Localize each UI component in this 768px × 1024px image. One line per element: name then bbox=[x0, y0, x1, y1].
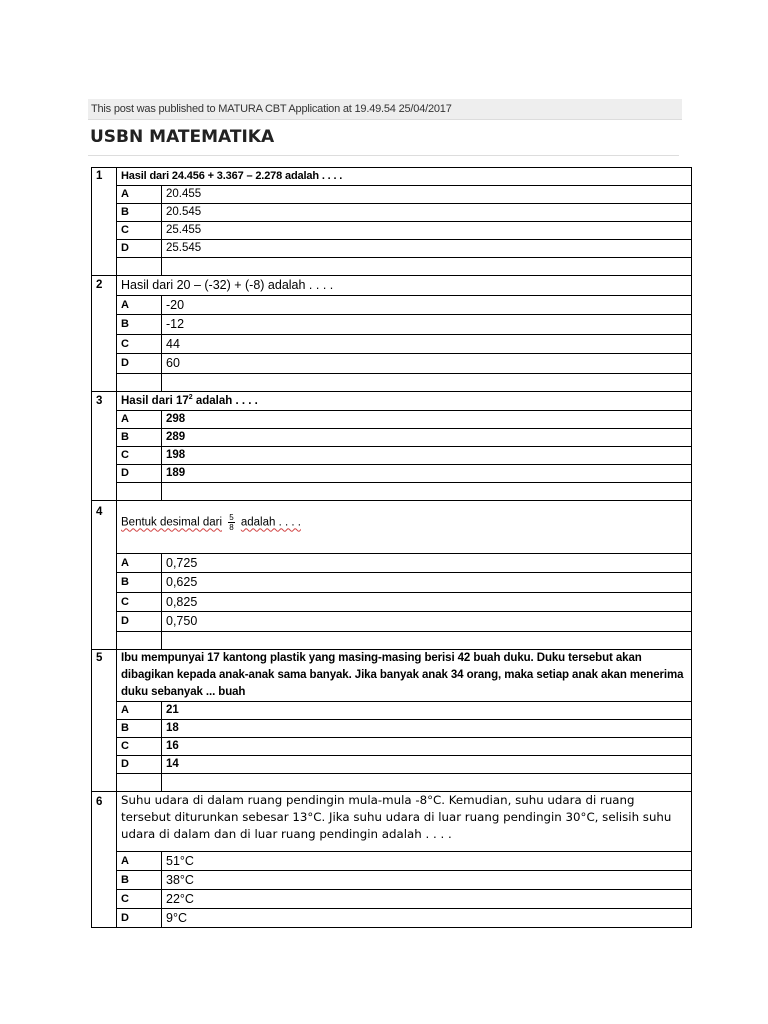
question-stem: Hasil dari 20 – (-32) + (-8) adalah . . . . bbox=[117, 276, 692, 296]
option-row bbox=[92, 186, 692, 204]
option-letter: B bbox=[117, 204, 162, 222]
option-value: 25.545 bbox=[162, 240, 692, 258]
option-value: 0,825 bbox=[162, 593, 692, 612]
option-row bbox=[92, 240, 692, 258]
publish-note-bar bbox=[88, 99, 682, 120]
question-stem-suffix: adalah . . . . bbox=[240, 516, 301, 529]
option-letter: A bbox=[117, 554, 162, 573]
option-value: 21 bbox=[162, 702, 692, 720]
option-value: 51°C bbox=[162, 852, 692, 871]
option-row bbox=[92, 612, 692, 632]
option-letter: D bbox=[117, 756, 162, 774]
option-value: 0,750 bbox=[162, 612, 692, 632]
option-row bbox=[92, 909, 692, 928]
question-stem bbox=[117, 392, 692, 411]
option-letter: B bbox=[117, 871, 162, 890]
question-6-row bbox=[92, 792, 692, 852]
option-letter: D bbox=[117, 612, 162, 632]
option-value: 9°C bbox=[162, 909, 692, 928]
question-stem: Ibu mempunyai 17 kantong plastik yang masing-masing berisi 42 buah duku. Duku tersebut akan dibagikan kepada anak-anak sama banyak. Jika banyak anak 34 orang, maka setiap anak akan menerima duku sebanyak ... buah bbox=[117, 650, 692, 702]
option-row bbox=[92, 315, 692, 335]
option-row bbox=[92, 204, 692, 222]
option-value: 20.455 bbox=[162, 186, 692, 204]
option-row bbox=[92, 756, 692, 774]
option-letter: B bbox=[117, 429, 162, 447]
question-table bbox=[91, 167, 692, 928]
option-value: 16 bbox=[162, 738, 692, 756]
option-row bbox=[92, 354, 692, 374]
option-letter: D bbox=[117, 465, 162, 483]
option-value: -12 bbox=[162, 315, 692, 335]
question-1-row bbox=[92, 168, 692, 186]
option-row bbox=[92, 554, 692, 573]
option-value: 14 bbox=[162, 756, 692, 774]
option-value: 38°C bbox=[162, 871, 692, 890]
option-value: -20 bbox=[162, 296, 692, 315]
option-letter: D bbox=[117, 354, 162, 374]
question-number: 2 bbox=[92, 276, 117, 392]
question-number: 1 bbox=[92, 168, 117, 276]
option-letter: C bbox=[117, 890, 162, 909]
question-number: 4 bbox=[92, 501, 117, 650]
option-value: 189 bbox=[162, 465, 692, 483]
option-letter: C bbox=[117, 593, 162, 612]
option-letter: C bbox=[117, 447, 162, 465]
option-letter: A bbox=[117, 702, 162, 720]
fraction bbox=[228, 513, 234, 532]
option-row bbox=[92, 335, 692, 354]
option-letter: A bbox=[117, 411, 162, 429]
option-letter: D bbox=[117, 909, 162, 928]
option-letter: A bbox=[117, 186, 162, 204]
option-row bbox=[92, 573, 692, 593]
title-divider bbox=[88, 155, 679, 156]
spacer-row bbox=[92, 258, 692, 276]
fraction-denominator: 8 bbox=[229, 523, 234, 532]
question-number: 6 bbox=[92, 792, 117, 928]
option-letter: A bbox=[117, 852, 162, 871]
question-4-row bbox=[92, 501, 692, 554]
option-letter: C bbox=[117, 222, 162, 240]
option-value: 22°C bbox=[162, 890, 692, 909]
question-stem bbox=[117, 501, 692, 554]
superscript-exponent: 2 bbox=[188, 394, 193, 402]
question-number: 3 bbox=[92, 392, 117, 501]
spacer-row bbox=[92, 774, 692, 792]
question-2-row bbox=[92, 276, 692, 296]
option-row bbox=[92, 465, 692, 483]
question-stem: Hasil dari 24.456 + 3.367 – 2.278 adalah . . . . bbox=[117, 168, 692, 186]
option-value: 0,625 bbox=[162, 573, 692, 593]
option-row bbox=[92, 720, 692, 738]
option-value: 0,725 bbox=[162, 554, 692, 573]
option-letter: C bbox=[117, 335, 162, 354]
option-letter: C bbox=[117, 738, 162, 756]
option-value: 298 bbox=[162, 411, 692, 429]
option-row bbox=[92, 411, 692, 429]
fraction-numerator: 5 bbox=[229, 513, 234, 522]
option-value: 18 bbox=[162, 720, 692, 738]
option-value: 25.455 bbox=[162, 222, 692, 240]
option-row bbox=[92, 296, 692, 315]
option-letter: A bbox=[117, 296, 162, 315]
question-number: 5 bbox=[92, 650, 117, 792]
question-stem-text: Bentuk desimal dari bbox=[121, 516, 222, 529]
option-letter: B bbox=[117, 720, 162, 738]
option-letter: B bbox=[117, 315, 162, 335]
question-stem-text: Hasil dari 17 bbox=[121, 395, 189, 407]
option-value: 60 bbox=[162, 354, 692, 374]
question-stem-suffix: adalah . . . . bbox=[192, 395, 258, 407]
option-row bbox=[92, 222, 692, 240]
option-value: 289 bbox=[162, 429, 692, 447]
question-3-row bbox=[92, 392, 692, 411]
option-row bbox=[92, 852, 692, 871]
publish-note: This post was published to MATURA CBT Application at 19.49.54 25/04/2017 bbox=[91, 103, 452, 115]
option-letter: D bbox=[117, 240, 162, 258]
option-row bbox=[92, 429, 692, 447]
option-value: 198 bbox=[162, 447, 692, 465]
option-row bbox=[92, 738, 692, 756]
option-row bbox=[92, 890, 692, 909]
option-row bbox=[92, 871, 692, 890]
option-value: 44 bbox=[162, 335, 692, 354]
document-title: USBN MATEMATIKA bbox=[90, 127, 275, 147]
question-stem: Suhu udara di dalam ruang pendingin mula-mula -8°C. Kemudian, suhu udara di ruang tersebut diturunkan sebesar 13°C. Jika suhu udara di luar ruang pendingin 30°C, selisih suhu udara di dalam dan di luar ruang pendingin adalah . . . . bbox=[117, 792, 692, 852]
spacer-row bbox=[92, 632, 692, 650]
spacer-row bbox=[92, 483, 692, 501]
option-row bbox=[92, 702, 692, 720]
question-5-row bbox=[92, 650, 692, 702]
option-row bbox=[92, 593, 692, 612]
option-value: 20.545 bbox=[162, 204, 692, 222]
spacer-row bbox=[92, 374, 692, 392]
option-letter: B bbox=[117, 573, 162, 593]
option-row bbox=[92, 447, 692, 465]
